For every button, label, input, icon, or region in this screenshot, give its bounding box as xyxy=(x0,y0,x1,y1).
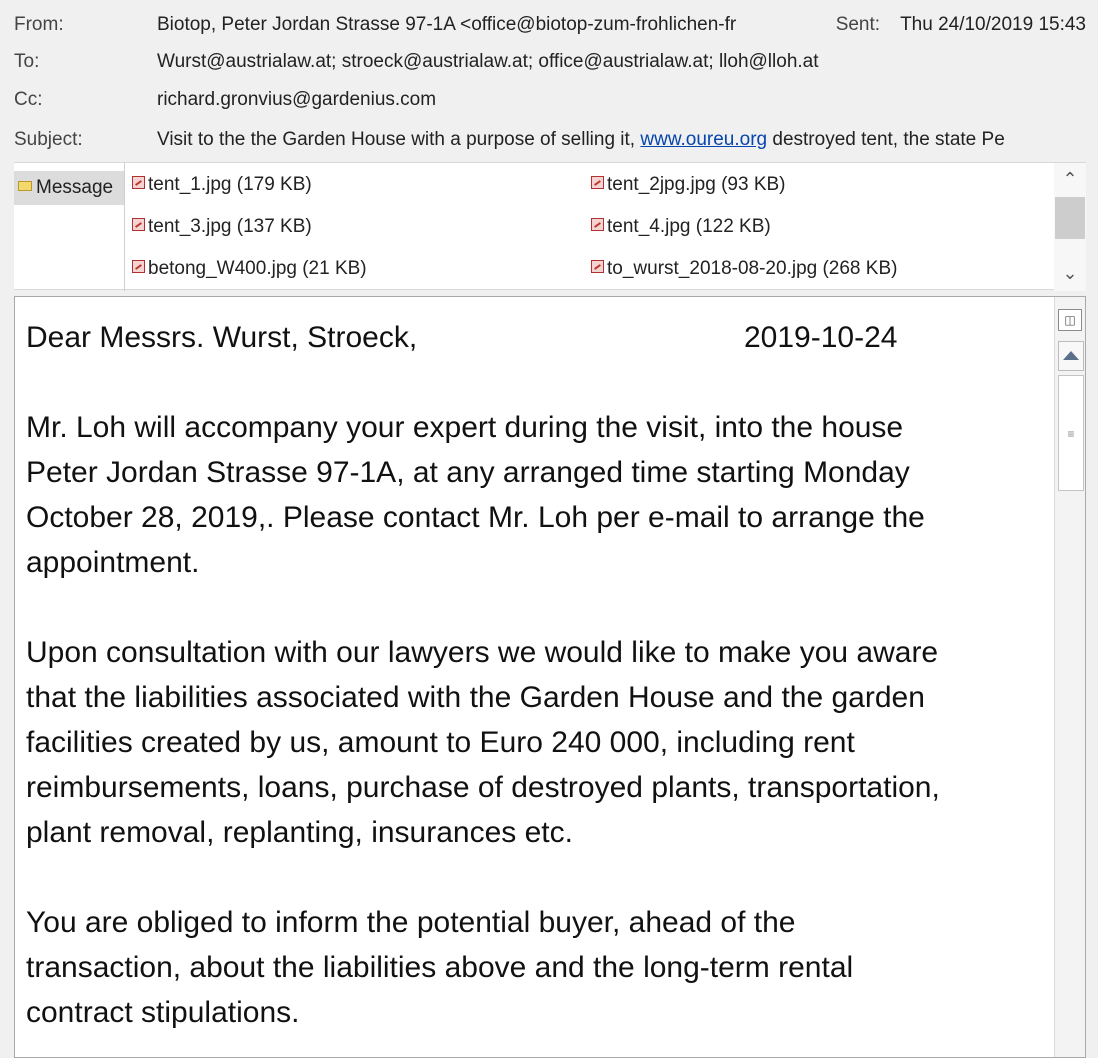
paragraph-line: contract stipulations. xyxy=(26,996,300,1029)
attachment-label: tent_2jpg.jpg (93 KB) xyxy=(607,174,786,195)
scroll-up-arrow-icon[interactable] xyxy=(1058,341,1084,371)
body-scroll-thumb[interactable]: ≡ xyxy=(1058,375,1084,491)
to-label: To: xyxy=(14,51,40,72)
attachment-label: tent_3.jpg (137 KB) xyxy=(148,216,312,237)
image-file-icon xyxy=(591,218,604,231)
attachment-item[interactable] xyxy=(591,172,786,198)
split-view-icon[interactable]: ◫ xyxy=(1058,309,1082,331)
attachment-label: tent_1.jpg (179 KB) xyxy=(148,174,312,195)
chevron-up-icon[interactable]: ⌃ xyxy=(1062,169,1078,189)
paragraph-line: plant removal, replanting, insurances etc. xyxy=(26,816,573,849)
sent-row xyxy=(824,12,1086,38)
image-file-icon xyxy=(591,260,604,273)
tab-separator xyxy=(124,163,125,291)
paragraph-line: transaction, about the liabilities above and the long-term rental xyxy=(26,951,854,984)
subject-link[interactable]: www.oureu.org xyxy=(640,129,768,150)
image-file-icon xyxy=(132,260,145,273)
paragraph-line: appointment. xyxy=(26,546,200,579)
message-tab-label: Message xyxy=(36,177,114,198)
paragraph-line: that the liabilities associated with the Garden House and the garden xyxy=(26,681,925,714)
from-label: From: xyxy=(14,14,64,35)
paragraph-line: October 28, 2019,. Please contact Mr. Loh per e-mail to arrange the xyxy=(26,501,925,534)
greeting: Dear Messrs. Wurst, Stroeck, xyxy=(26,321,418,354)
message-tab[interactable] xyxy=(14,171,124,205)
attachment-item[interactable] xyxy=(132,172,312,198)
message-header xyxy=(0,0,1098,160)
image-file-icon xyxy=(132,218,145,231)
attachment-item[interactable] xyxy=(591,214,771,240)
chevron-down-icon[interactable]: ⌄ xyxy=(1062,263,1078,283)
image-file-icon xyxy=(591,176,604,189)
message-text xyxy=(26,315,1036,1035)
body-scrollbar[interactable] xyxy=(1054,297,1086,1057)
attachment-item[interactable] xyxy=(132,256,367,282)
subject-label: Subject: xyxy=(14,129,83,150)
attachment-bar xyxy=(14,162,1086,290)
subject-row xyxy=(14,127,1098,153)
to-value[interactable]: Wurst@austrialaw.at; stroeck@austrialaw.at; office@austrialaw.at; lloh@lloh.at xyxy=(157,51,819,72)
subject-value xyxy=(157,127,1005,153)
paragraph-line: You are obliged to inform the potential buyer, ahead of the xyxy=(26,906,796,939)
attachment-label: betong_W400.jpg (21 KB) xyxy=(148,258,367,279)
paragraph-line: Mr. Loh will accompany your expert during the visit, into the house xyxy=(26,411,904,444)
subject-suffix: destroyed tent, the state Pe xyxy=(772,129,1005,150)
subject-prefix: Visit to the the Garden House with a purpose of selling it, xyxy=(157,129,636,150)
paragraph-line: Upon consultation with our lawyers we would like to make you aware xyxy=(26,636,939,669)
attachment-item[interactable] xyxy=(591,256,897,282)
attachment-scrollbar[interactable] xyxy=(1054,163,1086,291)
sent-value: Thu 24/10/2019 15:43 xyxy=(900,14,1086,35)
from-value[interactable]: Biotop, Peter Jordan Strasse 97-1A <office@biotop-zum-frohlichen-fr xyxy=(157,14,737,35)
envelope-icon xyxy=(18,181,32,191)
image-file-icon xyxy=(132,176,145,189)
attachment-scroll-thumb[interactable] xyxy=(1055,197,1085,239)
paragraph-line: Peter Jordan Strasse 97-1A, at any arranged time starting Monday xyxy=(26,456,910,489)
greeting-line xyxy=(26,315,1036,360)
paragraph-line: reimbursements, loans, purchase of destroyed plants, transportation, xyxy=(26,771,940,804)
paragraph-line: facilities created by us, amount to Euro 240 000, including rent xyxy=(26,726,855,759)
message-body[interactable] xyxy=(14,296,1086,1058)
cc-value[interactable]: richard.gronvius@gardenius.com xyxy=(157,89,437,110)
attachment-label: tent_4.jpg (122 KB) xyxy=(607,216,771,237)
cc-label: Cc: xyxy=(14,89,43,110)
letter-date: 2019-10-24 xyxy=(744,321,898,354)
sent-label: Sent: xyxy=(835,14,881,35)
attachment-label: to_wurst_2018-08-20.jpg (268 KB) xyxy=(607,258,898,279)
attachment-item[interactable] xyxy=(132,214,312,240)
